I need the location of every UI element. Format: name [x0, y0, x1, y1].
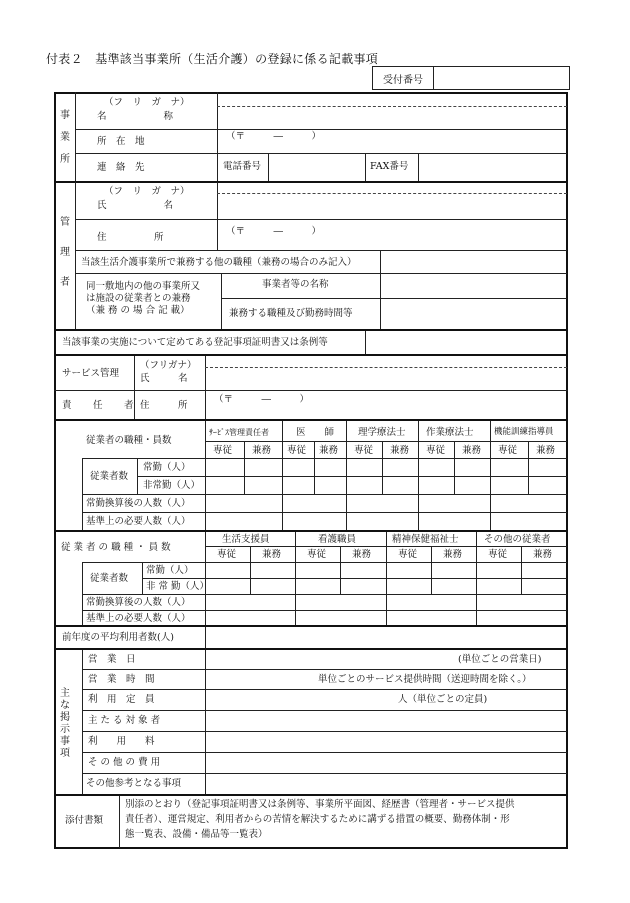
manager-postal-code: （〒 ― ） — [226, 226, 322, 237]
form-title: 付表２ 基準該当事業所（生活介護）の登録に係る記載事項 — [46, 52, 379, 66]
service-manager-name-label: 氏 名 — [140, 373, 188, 384]
staff1-fte-label: 常勤換算後の人数（人） — [86, 498, 191, 509]
staff1-col-pt: 理学療法士 — [358, 427, 406, 438]
business-days-note: (単位ごとの営業日) — [458, 654, 542, 665]
operator-name-label: 事業者等の名称 — [262, 279, 329, 290]
staff1-full-3: 専従 — [354, 445, 374, 456]
manager-name-label: 氏 名 — [97, 200, 174, 211]
staff1-part-4: 兼務 — [462, 445, 482, 456]
other-office-label-line2: は施設の従業者との兼務 — [86, 293, 191, 304]
receipt-number-box — [372, 66, 570, 90]
staff1-col-service-manager: ｻｰﾋﾞｽ管理責任者 — [209, 428, 269, 437]
attachments-line-2: 責任者）、運営規定、利用者からの苦情を解決するために講ずる措置の概要、勤務体制・形 — [125, 814, 510, 825]
staff1-col-doctor: 医 師 — [296, 427, 335, 438]
business-hours-note: 単位ごとのサービス提供時間（送迎時間を除く。） — [318, 674, 532, 685]
concurrent-job-label: 兼務する職種及び勤務時間等 — [229, 308, 353, 319]
capacity-note: 人（単位ごとの定員) — [398, 694, 488, 705]
staff1-full-1: 専従 — [213, 445, 233, 456]
attachments-line-1: 別添のとおり（登記事項証明書又は条例等、事業所平面図、経歴書（管理者・サービス提供 — [125, 799, 515, 810]
staff2-col-other: その他の従業者 — [484, 534, 551, 545]
office-contact-label: 連 絡 先 — [97, 162, 145, 173]
phone-label: 電話番号 — [223, 161, 262, 172]
office-address-label: 所 在 地 — [97, 136, 145, 147]
staff2-part-4: 兼務 — [533, 549, 553, 560]
staff1-count-label: 従業者数 — [90, 471, 129, 482]
staff2-part-1: 兼務 — [262, 549, 282, 560]
staff1-part-1: 兼務 — [252, 445, 272, 456]
other-office-label-line1: 同一敷地内の他の事業所又 — [86, 281, 201, 292]
service-manager-label-2: 責 任 者 — [62, 400, 140, 411]
staff2-fte-label: 常勤換算後の人数（人） — [86, 597, 191, 608]
staff2-full-3: 専従 — [398, 549, 418, 560]
manager-address-label: 住 所 — [97, 232, 164, 243]
staff2-full-4: 専従 — [488, 549, 508, 560]
staff2-fulltime-label: 常勤（人） — [146, 565, 194, 576]
attachments-line-3: 態一覧表、設備・備品等一覧表） — [125, 829, 268, 840]
staff2-parttime-label: 非 常 勤（人） — [146, 581, 210, 592]
staff1-parttime-label: 非常勤（人） — [143, 480, 201, 491]
manager-section-label: 管 理 者 — [60, 217, 70, 288]
other-reference-label: その他参考となる事項 — [86, 778, 182, 789]
staff1-full-5: 専従 — [498, 445, 518, 456]
staff2-col-life-support: 生活支援員 — [222, 534, 270, 545]
capacity-label: 利 用 定 員 — [88, 694, 155, 705]
manager-furigana-label: （フ リ ガ ナ） — [104, 186, 190, 197]
target-users-label: 主 た る 対 象 者 — [88, 715, 161, 726]
staff2-part-2: 兼務 — [352, 549, 372, 560]
jigyosho-section-label: 事 業 所 — [60, 110, 70, 165]
office-name-label: 名 称 — [97, 111, 174, 122]
staff2-part-3: 兼務 — [443, 549, 463, 560]
service-manager-furigana-label: （フリガナ） — [140, 360, 197, 371]
staff1-full-2: 専従 — [287, 445, 307, 456]
other-office-label-line3: （兼 務 の 場 合 記 載） — [86, 305, 190, 316]
staff1-col-ot: 作業療法士 — [426, 427, 474, 438]
staff2-col-psw: 精神保健福祉士 — [392, 534, 459, 545]
concurrent-duty-label: 当該生活介護事業所で兼務する他の職種（兼務の場合のみ記入） — [81, 257, 357, 268]
office-furigana-label: （フ リ ガ ナ） — [104, 97, 190, 108]
service-manager-postal-code: （〒 ― ） — [214, 394, 310, 405]
prev-year-users-label: 前年度の平均利用者数(人) — [62, 632, 174, 643]
staff2-count-label: 従業者数 — [90, 573, 129, 584]
postings-section-label: 主 な 掲 示 事 項 — [60, 688, 70, 759]
staff1-part-5: 兼務 — [536, 445, 556, 456]
staff1-full-4: 専従 — [426, 445, 446, 456]
business-hours-label: 営 業 時 間 — [88, 674, 155, 685]
attachments-label: 添付書類 — [65, 815, 104, 826]
staff2-full-1: 専従 — [217, 549, 237, 560]
staff1-fulltime-label: 常勤（人） — [143, 462, 191, 473]
service-manager-label-1: サービス管理 — [62, 368, 120, 379]
staff2-required-label: 基準上の必要人数（人） — [86, 613, 191, 624]
service-manager-address-label: 住 所 — [140, 400, 188, 411]
staff2-header: 従 業 者 の 職 種 ・ 員 数 — [61, 542, 171, 553]
ordinance-label: 当該事業の実施について定めてある登記事項証明書又は条例等 — [62, 337, 328, 348]
receipt-number-label: 受付番号 — [373, 67, 434, 89]
staff1-col-functional: 機能訓練指導員 — [494, 427, 554, 437]
business-days-label: 営 業 日 — [88, 654, 136, 665]
fee-label: 利 用 料 — [88, 736, 155, 747]
office-postal-code: （〒 ― ） — [226, 131, 322, 142]
staff1-required-label: 基準上の必要人数（人） — [86, 516, 191, 527]
staff1-part-2: 兼務 — [319, 445, 339, 456]
staff2-full-2: 専従 — [307, 549, 327, 560]
receipt-number-field[interactable] — [434, 67, 569, 89]
staff1-part-3: 兼務 — [390, 445, 410, 456]
staff1-header: 従業者の職種・員数 — [86, 435, 172, 446]
staff2-col-nurse: 看護職員 — [318, 534, 357, 545]
other-costs-label: そ の 他 の 費 用 — [88, 757, 161, 768]
fax-label: FAX番号 — [370, 161, 409, 172]
